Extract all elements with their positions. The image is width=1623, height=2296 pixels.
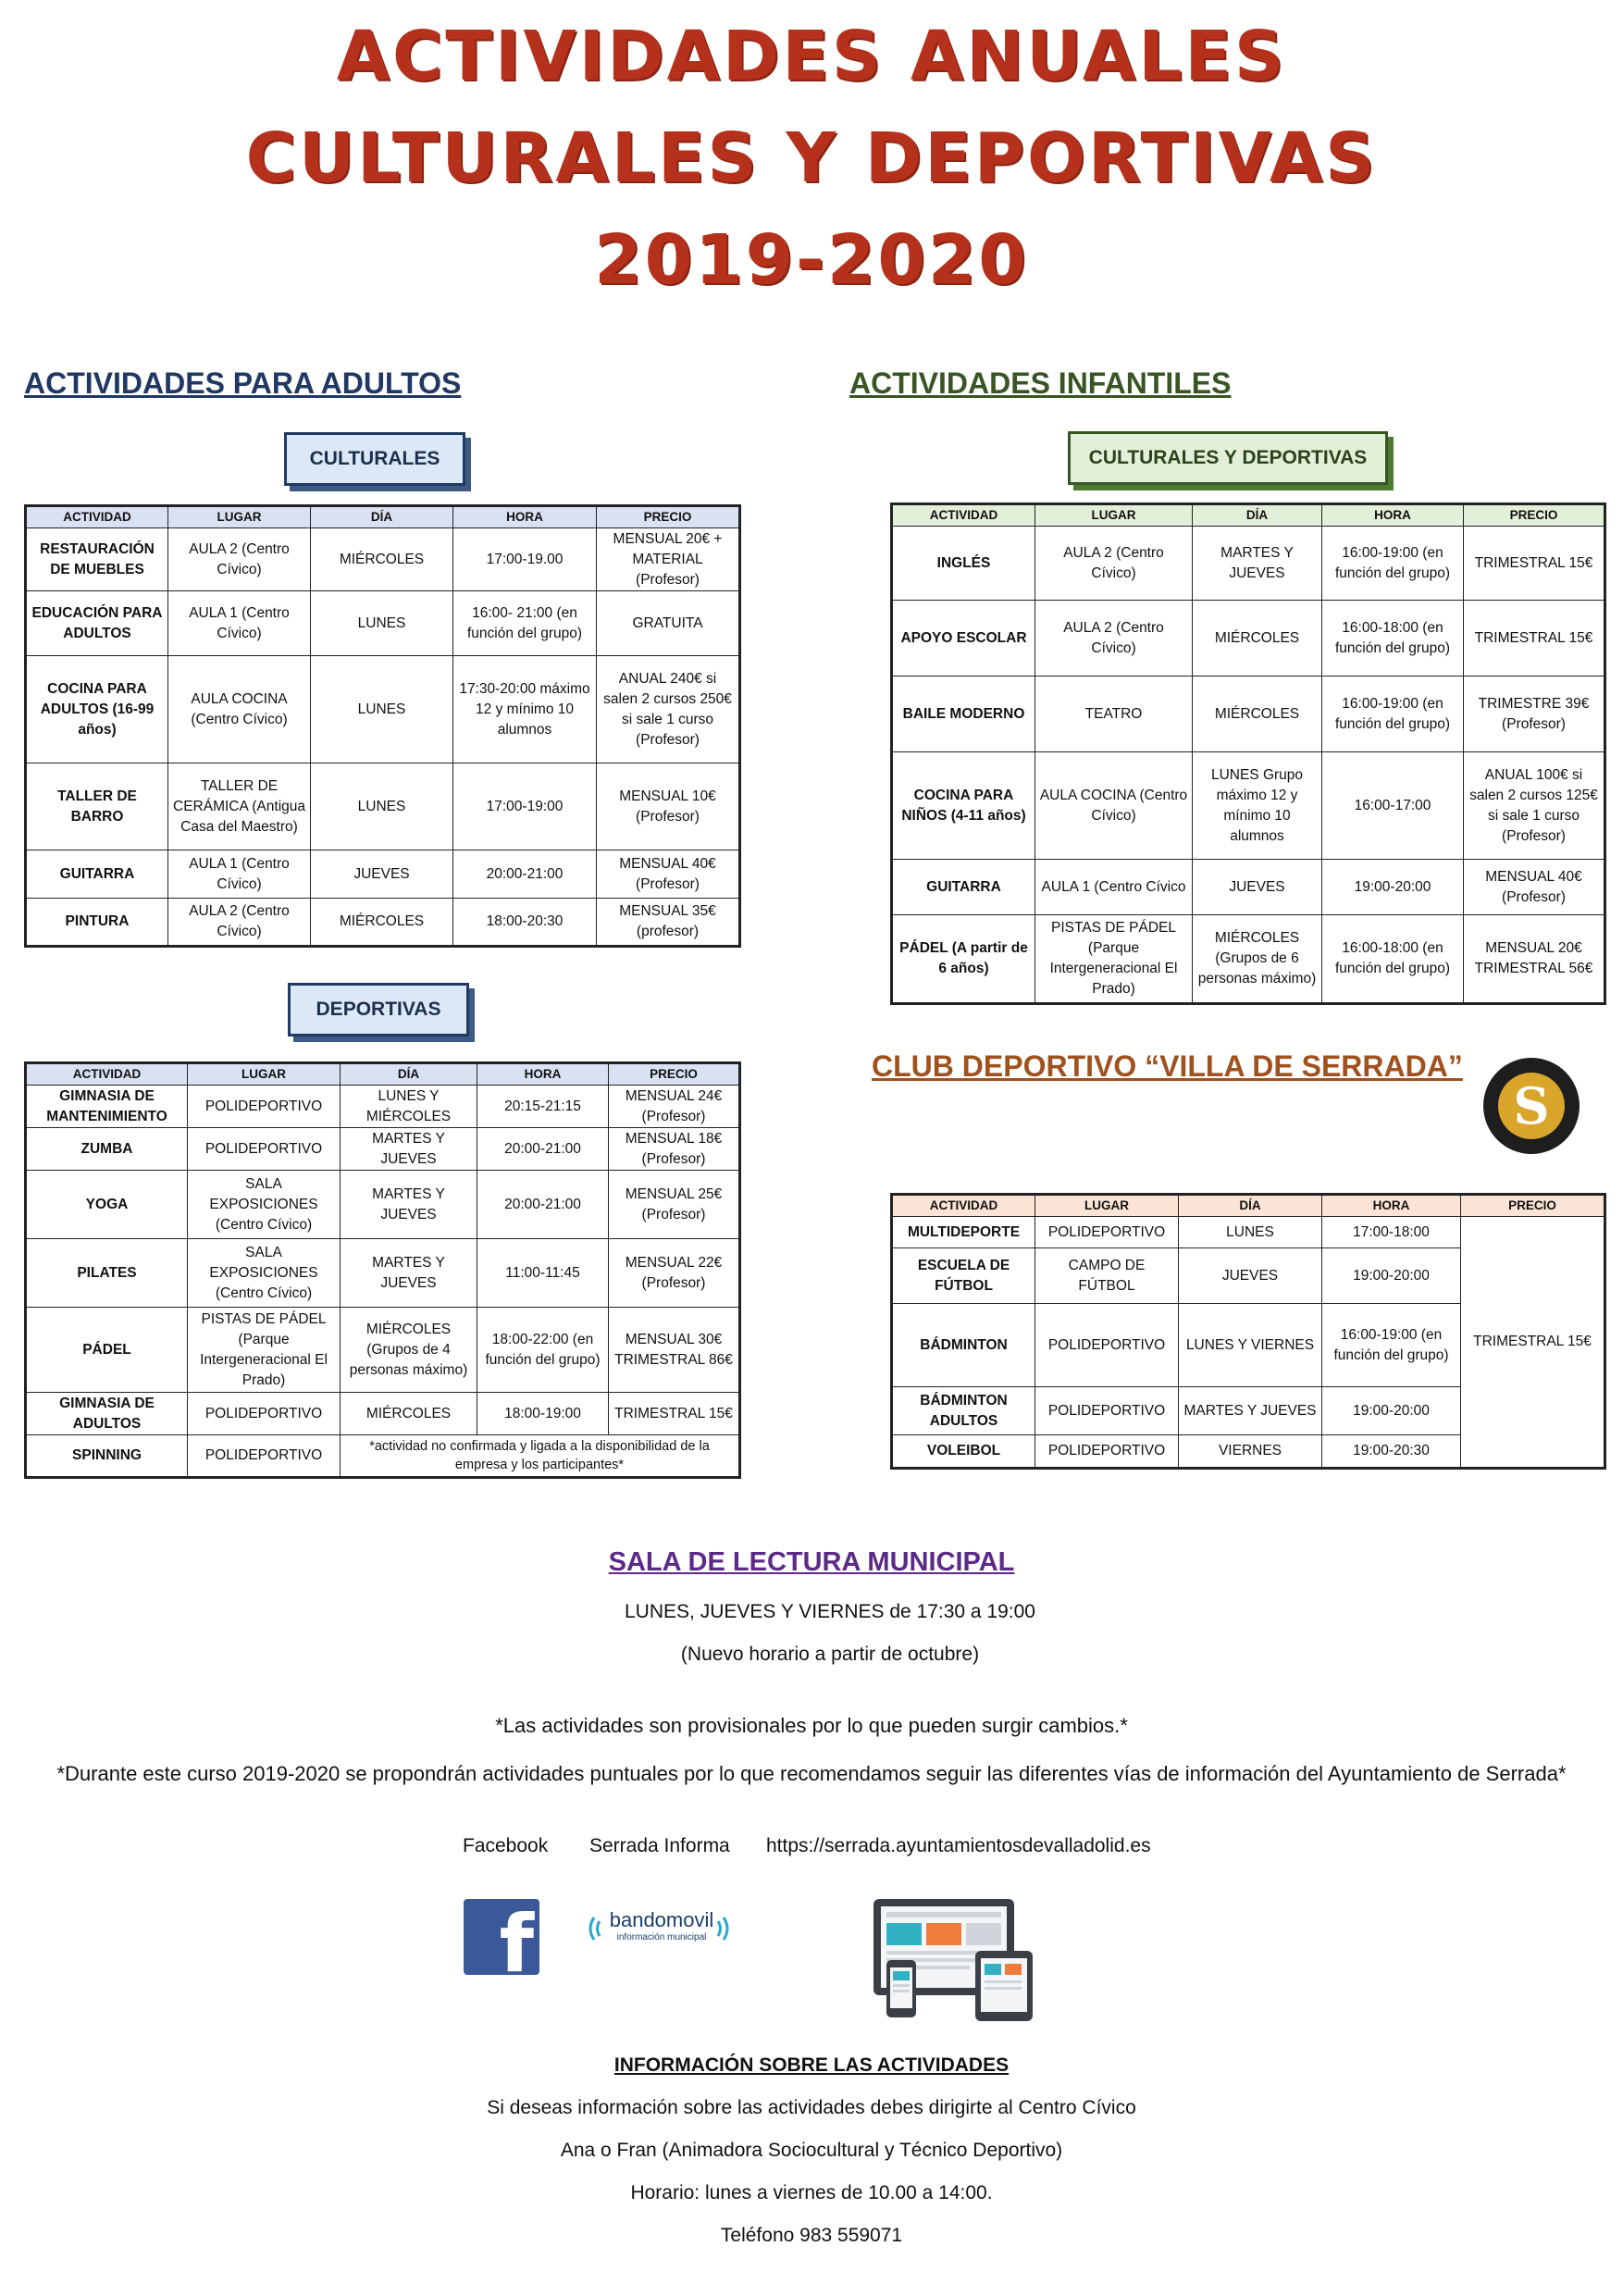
activity-cell: ESCUELA DE FÚTBOL <box>892 1248 1035 1304</box>
infantiles-tag: CULTURALES Y DEPORTIVAS <box>1068 431 1388 485</box>
table-cell: 17:00-19.00 <box>453 528 597 591</box>
table-cell: 16:00- 21:00 (en función del grupo) <box>453 591 597 656</box>
column-header: ACTIVIDAD <box>26 1063 188 1086</box>
table-cell: MIÉRCOLES <box>311 899 453 947</box>
table-cell: 16:00-19:00 (en función del grupo) <box>1322 1304 1461 1387</box>
column-header: PRECIO <box>597 506 740 528</box>
infantiles-heading: ACTIVIDADES INFANTILES <box>849 366 1232 400</box>
column-header: HORA <box>477 1063 609 1086</box>
activity-cell: PÁDEL <box>26 1308 188 1393</box>
column-header: HORA <box>1322 1195 1461 1217</box>
table-cell: 20:00-21:00 <box>477 1171 609 1239</box>
culturales-tag: CULTURALES <box>284 432 465 486</box>
info-phone: Teléfono 983 559071 <box>720 2225 903 2246</box>
table-cell: MARTES Y JUEVES <box>1179 1387 1322 1435</box>
table-cell: JUEVES <box>1193 860 1322 915</box>
table-cell: MENSUAL 24€ (Profesor) <box>609 1086 740 1128</box>
adultos-culturales-table <box>24 504 741 948</box>
club-logo-letter: S <box>1513 1076 1550 1136</box>
activity-cell: MULTIDEPORTE <box>892 1217 1035 1248</box>
table-cell: TALLER DE CERÁMICA (Antigua Casa del Maestro) <box>168 763 311 850</box>
table-cell: 19:00-20:00 <box>1322 1387 1461 1435</box>
column-header: LUGAR <box>188 1063 341 1086</box>
activity-cell: EDUCACIÓN PARA ADULTOS <box>26 591 168 656</box>
info-line-2: Ana o Fran (Animadora Sociocultural y Técnico Deportivo) <box>560 2140 1063 2161</box>
table-cell: 20:00-21:00 <box>453 850 597 899</box>
table-cell: AULA 2 (Centro Cívico) <box>168 528 311 591</box>
infantiles-table <box>890 503 1606 1005</box>
table-row <box>26 1171 740 1239</box>
table-cell: MARTES Y JUEVES <box>341 1128 477 1171</box>
table-cell: MENSUAL 25€ (Profesor) <box>609 1171 740 1239</box>
table-cell: MARTES Y JUEVES <box>341 1171 477 1239</box>
table-row <box>26 591 740 656</box>
column-header: PRECIO <box>1461 1195 1605 1217</box>
table-cell: 17:00-18:00 <box>1322 1217 1461 1248</box>
table-row <box>26 1239 740 1308</box>
table-header-row <box>26 1063 740 1086</box>
table-row <box>26 1308 740 1393</box>
table-cell: POLIDEPORTIVO <box>188 1435 341 1478</box>
activity-cell: BAILE MODERNO <box>892 676 1035 752</box>
table-cell: MENSUAL 35€ (profesor) <box>597 899 740 947</box>
column-header: HORA <box>1322 504 1464 527</box>
table-row <box>892 527 1605 601</box>
table-cell: MIÉRCOLES (Grupos de 4 personas máximo) <box>341 1308 477 1393</box>
table-cell: LUNES <box>1179 1217 1322 1248</box>
table-cell: 11:00-11:45 <box>477 1239 609 1308</box>
table-cell: MARTES Y JUEVES <box>1193 527 1322 601</box>
table-cell: LUNES Y VIERNES <box>1179 1304 1322 1387</box>
adultos-heading: ACTIVIDADES PARA ADULTOS <box>24 366 462 400</box>
table-cell: 16:00-19:00 (en función del grupo) <box>1322 527 1464 601</box>
table-row <box>892 1217 1605 1248</box>
table-cell: LUNES <box>311 763 453 850</box>
table-cell: 20:15-21:15 <box>477 1086 609 1128</box>
table-cell: ANUAL 100€ si salen 2 cursos 125€ si sale 1 curso (Profesor) <box>1464 752 1605 860</box>
activity-cell: GUITARRA <box>26 850 168 899</box>
table-cell: 19:00-20:00 <box>1322 860 1464 915</box>
table-cell: MIÉRCOLES (Grupos de 6 personas máximo) <box>1193 915 1322 1004</box>
spinning-note: *actividad no confirmada y ligada a la disponibilidad de la empresa y los participantes* <box>341 1435 740 1478</box>
bandomovil-name: bandomovil <box>609 1908 714 1931</box>
title-line-3: 2019-2020 <box>594 220 1029 300</box>
activity-cell: INGLÉS <box>892 527 1035 601</box>
table-cell: 18:00-20:30 <box>453 899 597 947</box>
lectura-note: (Nuevo horario a partir de octubre) <box>680 1644 980 1665</box>
curso-note: *Durante este curso 2019-2020 se propondrán actividades puntuales por lo que recomendamos seguir las diferentes vías de información del Ayuntamiento de Serrada* <box>56 1762 1567 1785</box>
table-cell: JUEVES <box>1179 1248 1322 1304</box>
table-row <box>26 763 740 850</box>
table-row <box>26 528 740 591</box>
info-line-1: Si deseas información sobre las actividades debes dirigirte al Centro Cívico <box>487 2097 1136 2118</box>
activity-cell: APOYO ESCOLAR <box>892 601 1035 676</box>
club-logo-icon <box>1481 1055 1582 1157</box>
activity-cell: BÁDMINTON ADULTOS <box>892 1387 1035 1435</box>
table-cell: LUNES <box>311 656 453 763</box>
table-cell: AULA 1 (Centro Cívico) <box>168 591 311 656</box>
activity-cell: GIMNASIA DE ADULTOS <box>26 1393 188 1435</box>
column-header: ACTIVIDAD <box>892 1195 1035 1217</box>
table-cell: LUNES <box>311 591 453 656</box>
lectura-schedule: LUNES, JUEVES Y VIERNES de 17:30 a 19:00 <box>625 1601 1035 1622</box>
facebook-icon[interactable] <box>464 1899 539 1975</box>
table-cell: MIÉRCOLES <box>1193 601 1322 676</box>
table-cell: POLIDEPORTIVO <box>1035 1217 1179 1248</box>
table-row <box>26 850 740 899</box>
activity-cell: BÁDMINTON <box>892 1304 1035 1387</box>
serrada-informa-label: Serrada Informa <box>589 1835 730 1856</box>
activity-cell: COCINA PARA NIÑOS (4-11 años) <box>892 752 1035 860</box>
table-cell: MIÉRCOLES <box>1193 676 1322 752</box>
table-cell: VIERNES <box>1179 1435 1322 1469</box>
activity-cell: RESTAURACIÓN DE MUEBLES <box>26 528 168 591</box>
table-cell: AULA COCINA (Centro Cívico) <box>1035 752 1193 860</box>
activity-cell: GIMNASIA DE MANTENIMIENTO <box>26 1086 188 1128</box>
table-cell: AULA 2 (Centro Cívico) <box>168 899 311 947</box>
table-cell: AULA 2 (Centro Cívico) <box>1035 527 1193 601</box>
table-cell: TRIMESTRE 39€ (Profesor) <box>1464 676 1605 752</box>
column-header: DÍA <box>341 1063 477 1086</box>
table-row <box>26 899 740 947</box>
table-cell: TRIMESTRAL 15€ <box>1464 601 1605 676</box>
table-cell: MIÉRCOLES <box>341 1393 477 1435</box>
activity-cell: TALLER DE BARRO <box>26 763 168 850</box>
title-line-2: CULTURALES Y DEPORTIVAS <box>245 118 1378 198</box>
column-header: LUGAR <box>1035 1195 1179 1217</box>
lectura-heading: SALA DE LECTURA MUNICIPAL <box>608 1547 1015 1577</box>
table-header-row <box>892 504 1605 527</box>
table-cell: PISTAS DE PÁDEL (Parque Intergeneracional El Prado) <box>1035 915 1193 1004</box>
table-cell: POLIDEPORTIVO <box>188 1086 341 1128</box>
table-cell: 20:00-21:00 <box>477 1128 609 1171</box>
table-cell: PISTAS DE PÁDEL (Parque Intergeneracional El Prado) <box>188 1308 341 1393</box>
table-row <box>26 1086 740 1128</box>
table-cell: MENSUAL 18€ (Profesor) <box>609 1128 740 1171</box>
title-line-1: ACTIVIDADES ANUALES <box>336 17 1287 96</box>
club-table <box>890 1193 1606 1470</box>
deportivas-tag: DEPORTIVAS <box>288 983 469 1036</box>
table-row <box>892 601 1605 676</box>
column-header: LUGAR <box>1035 504 1193 527</box>
table-cell: GRATUITA <box>597 591 740 656</box>
activity-cell: COCINA PARA ADULTOS (16-99 años) <box>26 656 168 763</box>
table-cell: 16:00-19:00 (en función del grupo) <box>1322 676 1464 752</box>
activity-cell: SPINNING <box>26 1435 188 1478</box>
table-row <box>26 1435 740 1478</box>
adultos-deportivas-table <box>24 1061 741 1479</box>
table-cell: LUNES Grupo máximo 12 y mínimo 10 alumnos <box>1193 752 1322 860</box>
table-cell: POLIDEPORTIVO <box>188 1128 341 1171</box>
table-cell: 19:00-20:30 <box>1322 1435 1461 1469</box>
table-row <box>892 676 1605 752</box>
website-link[interactable]: https://serrada.ayuntamientosdevalladolid.es <box>766 1835 1151 1856</box>
table-cell: ANUAL 240€ si salen 2 cursos 250€ si sale 1 curso (Profesor) <box>597 656 740 763</box>
club-heading: CLUB DEPORTIVO “VILLA DE SERRADA” <box>872 1049 1463 1083</box>
table-cell: 16:00-17:00 <box>1322 752 1464 860</box>
table-cell: MENSUAL 40€ (Profesor) <box>1464 860 1605 915</box>
table-cell: 19:00-20:00 <box>1322 1248 1461 1304</box>
table-cell: POLIDEPORTIVO <box>1035 1304 1179 1387</box>
table-row <box>892 915 1605 1004</box>
bandomovil-sub: información municipal <box>616 1932 707 1942</box>
column-header: PRECIO <box>1464 504 1605 527</box>
table-cell: POLIDEPORTIVO <box>1035 1387 1179 1435</box>
table-cell: SALA EXPOSICIONES (Centro Cívico) <box>188 1239 341 1308</box>
table-cell: TEATRO <box>1035 676 1193 752</box>
table-cell: MARTES Y JUEVES <box>341 1239 477 1308</box>
table-cell: AULA COCINA (Centro Cívico) <box>168 656 311 763</box>
activity-cell: GUITARRA <box>892 860 1035 915</box>
table-cell: 17:30-20:00 máximo 12 y mínimo 10 alumnos <box>453 656 597 763</box>
table-cell: MENSUAL 40€ (Profesor) <box>597 850 740 899</box>
table-cell: 17:00-19:00 <box>453 763 597 850</box>
table-cell: POLIDEPORTIVO <box>1035 1435 1179 1469</box>
table-cell: MIÉRCOLES <box>311 528 453 591</box>
column-header: DÍA <box>1193 504 1322 527</box>
column-header: ACTIVIDAD <box>26 506 168 528</box>
table-cell: 18:00-19:00 <box>477 1393 609 1435</box>
activity-cell: PILATES <box>26 1239 188 1308</box>
activity-cell: PÁDEL (A partir de 6 años) <box>892 915 1035 1004</box>
table-cell: AULA 1 (Centro Cívico) <box>168 850 311 899</box>
table-cell: POLIDEPORTIVO <box>188 1393 341 1435</box>
table-row <box>26 1128 740 1171</box>
devices-icon <box>866 1895 1042 2021</box>
column-header: ACTIVIDAD <box>892 504 1035 527</box>
table-header-row <box>26 506 740 528</box>
table-cell: MENSUAL 30€ TRIMESTRAL 86€ <box>609 1308 740 1393</box>
table-header-row <box>892 1195 1605 1217</box>
activity-cell: PINTURA <box>26 899 168 947</box>
facebook-label: Facebook <box>463 1835 549 1856</box>
activity-cell: YOGA <box>26 1171 188 1239</box>
table-cell: MENSUAL 20€ + MATERIAL (Profesor) <box>597 528 740 591</box>
table-cell: CAMPO DE FÚTBOL <box>1035 1248 1179 1304</box>
table-cell: MENSUAL 20€ TRIMESTRAL 56€ <box>1464 915 1605 1004</box>
table-cell: SALA EXPOSICIONES (Centro Cívico) <box>188 1171 341 1239</box>
table-cell: TRIMESTRAL 15€ <box>1464 527 1605 601</box>
table-row <box>892 752 1605 860</box>
club-price-cell: TRIMESTRAL 15€ <box>1461 1217 1605 1469</box>
table-cell: JUEVES <box>311 850 453 899</box>
table-cell: TRIMESTRAL 15€ <box>609 1393 740 1435</box>
table-row <box>892 860 1605 915</box>
provisional-note: *Las actividades son provisionales por lo que pueden surgir cambios.* <box>495 1714 1128 1737</box>
info-line-3: Horario: lunes a viernes de 10.00 a 14:00. <box>630 2182 993 2203</box>
column-header: DÍA <box>311 506 453 528</box>
table-cell: 16:00-18:00 (en función del grupo) <box>1322 601 1464 676</box>
table-cell: LUNES Y MIÉRCOLES <box>341 1086 477 1128</box>
table-cell: AULA 2 (Centro Cívico) <box>1035 601 1193 676</box>
table-row <box>26 656 740 763</box>
table-cell: AULA 1 (Centro Cívico <box>1035 860 1193 915</box>
column-header: PRECIO <box>609 1063 740 1086</box>
activity-cell: ZUMBA <box>26 1128 188 1171</box>
facebook-icon-letter: f <box>499 1899 534 1975</box>
column-header: HORA <box>453 506 597 528</box>
activity-cell: VOLEIBOL <box>892 1435 1035 1469</box>
column-header: LUGAR <box>168 506 311 528</box>
table-row <box>26 1393 740 1435</box>
info-heading: INFORMACIÓN SOBRE LAS ACTIVIDADES <box>613 2054 1010 2076</box>
table-cell: MENSUAL 22€ (Profesor) <box>609 1239 740 1308</box>
table-cell: 18:00-22:00 (en función del grupo) <box>477 1308 609 1393</box>
column-header: DÍA <box>1179 1195 1322 1217</box>
bandomovil-logo[interactable] <box>585 1908 738 1949</box>
table-cell: MENSUAL 10€ (Profesor) <box>597 763 740 850</box>
table-cell: 16:00-18:00 (en función del grupo) <box>1322 915 1464 1004</box>
